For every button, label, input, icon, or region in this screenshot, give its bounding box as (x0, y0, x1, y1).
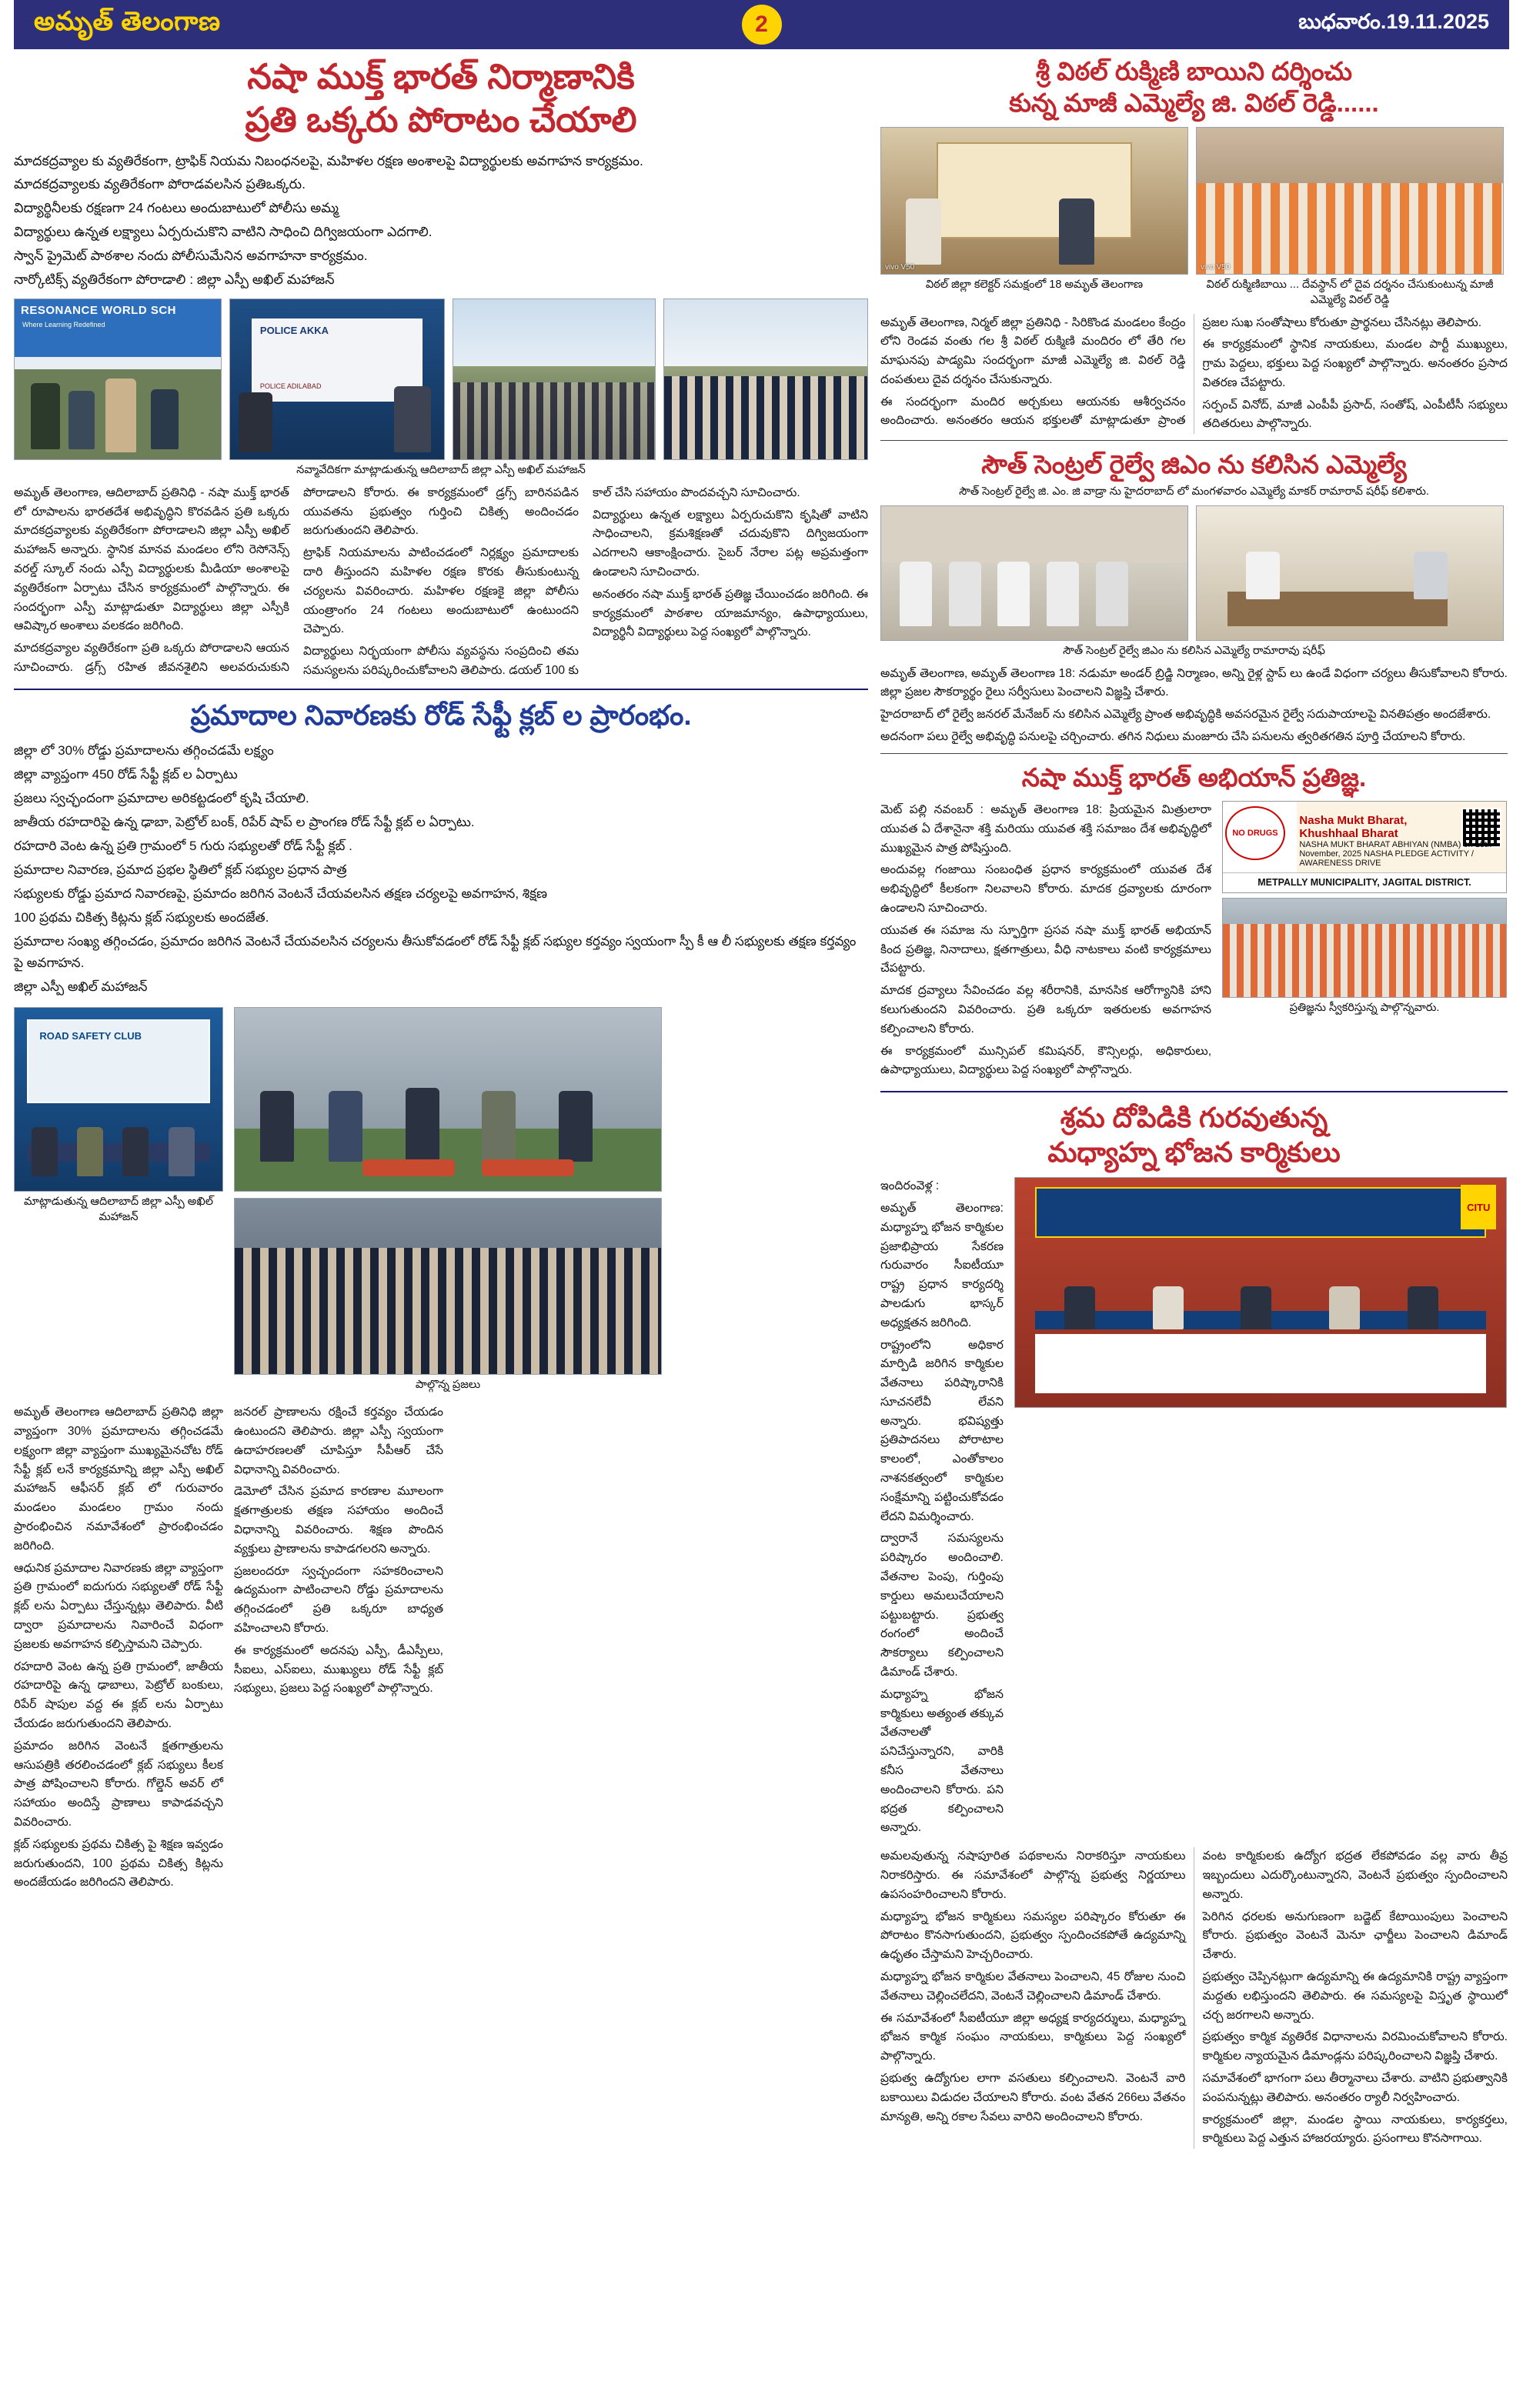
poster-subtext: NASHA MUKT BHARAT ABHIYAN (NMBA) on 18th November, 2025 NASHA PLEDGE ACTIVITY / AWARENESS DRIVE (1299, 839, 1492, 868)
photo-pledge-gathering (1222, 898, 1507, 998)
photo-school-banner: RESONANCE WORLD SCH Where Learning Redefined (14, 298, 222, 460)
lead-line: విద్యార్థినీలకు రక్షణగా 24 గంటలు అందుబాటులో పోలీసు అమ్మ (14, 200, 339, 216)
section-divider (880, 753, 1508, 754)
body-paragraph: ట్రాఫిక్ నియమాలను పాటించడంలో నిర్లక్ష్యం ప్రమాదాలకు దారి తీస్తుందని మహిళల రక్షణ కొరకు తీసుకుంటున్న చర్యలను వివరించారు. మహిళల రక్షణకై జిల్లా పోలీసు యంత్రాంగం 24 గంటలు అందుబాటులో ఉంటుందని చెప్పారు. (303, 546, 579, 636)
nasha-pledge-media (1222, 801, 1507, 1022)
photo-citu-meeting: CITU (1014, 1177, 1507, 1408)
photo-road-safety-club-launch: ROAD SAFETY CLUB (14, 1007, 223, 1192)
body-paragraph: ప్రభుత్వం చెప్పినట్లుగా ఉద్యమాన్ని ఈ ఉద్యమానికి రాష్ట్ర వ్యాప్తంగా మద్దతు లభిస్తుందని తెలిపారు. ఈ సమస్యలపై విస్తృత స్థాయిలో చర్చ జరగాలని అన్నారు. (1202, 1970, 1508, 2022)
article-vitthal (880, 55, 1508, 434)
page-number-badge: 2 (742, 5, 782, 45)
body-paragraph: హైదరాబాద్ లో రైల్వే జనరల్ మేనేజర్ ను కలిసిన ఎమ్మెల్యే ప్రాంత అభివృద్ధికి అవసరమైన రైల్వే సదుపాయాలపై వినతిపత్రం అందజేశారు. (880, 708, 1491, 722)
body-paragraph: ఈ కార్యక్రమంలో అదనపు ఎస్పీ, డీఎస్పీలు, సీఐలు, ఎస్ఐలు, ముఖ్యులు రోడ్ సేఫ్టీ క్లబ్ సభ్యులు, ప్రజలు పెద్ద సంఖ్యలో పాల్గొన్నారు. (234, 1643, 443, 1696)
body-paragraph: అమృత్ తెలంగాణ: మధ్యాహ్న భోజన కార్మికుల ప్రజాభిప్రాయ సేకరణ గురువారం సీఐటీయూ రాష్ట్ర ప్రధాన కార్యదర్శి పాలడుగు భాస్కర్ అధ్యక్షతన జరిగింది. (880, 1201, 1004, 1329)
bullet-item: 100 ప్రథమ చికిత్స కిట్లను క్లబ్ సభ్యులకు అందజేత. (14, 910, 269, 926)
body-paragraph: సర్పంచ్ వినోద్, మాజీ ఎంపీపీ ప్రసాద్, సంతోష్, ఎంపీటీసీ సభ్యులు తదితరులు పాల్గొన్నారు. (1202, 398, 1508, 431)
body-paragraph: రహదారి వెంట ఉన్న ప్రతి గ్రామంలో, జాతీయ రహదారిపై ఉన్న ఢాబాలు, పెట్రోల్ బంకులు, రిపేర్ షాపుల వద్ద ఈ క్లబ్ లను ఏర్పాటు చేయడం జరుగుతుందని తెలిపారు. (14, 1659, 223, 1730)
road-safety-body-mid (234, 1403, 443, 1702)
midday-photo-col (1014, 1177, 1507, 1408)
road-safety-body-left (14, 1403, 223, 1896)
left-column (14, 55, 868, 1896)
body-paragraph: మాదక ద్రవ్యాలు సేవించడం వల్ల శరీరానికి, మానసిక ఆరోగ్యానికి హాని కలుగుతుందని వివరించారు. ప్రతి ఒక్కరూ ఇతరులకు అవగాహన కల్పించాలని కోరారు. (880, 984, 1211, 1036)
bullet-item: జిల్లా వ్యాప్తంగా 450 రోడ్ సేఫ్టీ క్లబ్ ల ఏర్పాటు (14, 766, 238, 782)
photo-device-tag: vivo V50 (1201, 262, 1231, 272)
body-paragraph: ద్వారానే సమస్యలను పరిష్కారం అందించాలి. వేతనాల పెంపు, గుర్తింపు కార్డులు అమలుచేయాలని పట్టుబట్టారు. ప్రభుత్వ రంగంలో అందించే సౌకర్యాలు కల్పించాలని డిమాండ్ చేశారు. (880, 1532, 1004, 1679)
bullet-item: ప్రమాదాల నివారణ, ప్రమాద ప్రభల స్థితిలో క్లబ్ సభ్యుల ప్రధాన పాత్ర (14, 862, 347, 877)
page-columns (14, 55, 1509, 2149)
photo-caption-road-safety-left: మాట్లాడుతున్న ఆదిలాబాద్ జిల్లా ఎస్పీ అఖిల్ మహాజన్ (23, 1196, 214, 1224)
body-paragraph: మధ్యాహ్న భోజన కార్మికులు సమస్యల పరిష్కారం కోరుతూ ఈ పోరాటం కొనసాగుతుందని, ప్రభుత్వం స్పందించకపోతే ఉద్యమాన్ని ఉధృతం చేస్తామని హెచ్చరించారు. (880, 1909, 1186, 1962)
road-safety-photo-block (14, 1007, 868, 1399)
body-paragraph: మధ్యాహ్న భోజన కార్మికులు అత్యంత తక్కువ వేతనాలతో పనిచేస్తున్నారని, వారికి కనీస వేతనాలు అందించాలని కోరారు. పని భద్రత కల్పించాలని అన్నారు. (880, 1687, 1004, 1835)
nasha-pledge-body (880, 801, 1211, 1083)
body-paragraph: విద్యార్థులు ఉన్నత లక్ష్యాలు ఏర్పరుచుకొని కృషితో వాటిని సాధించాలని, క్రమశిక్షణతో చదువుకొని దిగ్విజయంగా ఎదగాలని ఆకాంక్షించారు. సైబర్ నేరాల పట్ల అప్రమత్తంగా ఉండాలని సూచించారు. (593, 508, 868, 579)
body-paragraph: జనరల్ ప్రాణాలను రక్షించే కర్తవ్యం చేయడం ఉంటుందని తెలిపారు. జిల్లా ఎస్పీ స్వయంగా ఉదాహరణలతో చూపిస్తూ సీపీఆర్ చేసే విధానాన్ని వివరించారు. (234, 1406, 443, 1476)
body-paragraph: డెమోలో చేసిన ప్రమాద కారణాల మూలంగా క్షతగాత్రులకు తక్షణ సహాయం అందించే విధానాన్ని వివరించారు. శిక్షణ పొందిన వ్యక్తులు ప్రాణాలను కాపాడగలరని అన్నారు. (234, 1485, 443, 1556)
article-nasha-pledge (880, 762, 1508, 1083)
article-railway (880, 449, 1508, 746)
photo-devotees-queue (1196, 127, 1504, 275)
masthead-brand: అమృత్ తెలంగాణ (34, 6, 221, 36)
nasha-pledge-headline: నషా ముక్త్ భారత్ అభియాన్ ప్రతిజ్ఞ. (1021, 762, 1367, 792)
body-paragraph: అదనంగా పలు రైల్వే అభివృద్ధి పనులపై చర్చించారు. తగిన నిధులు మంజూరు చేసి పనులను త్వరితగతిన పూర్తి చేయాలని కోరారు. (880, 729, 1466, 743)
vitthal-headline-2: కున్న మాజీ ఎమ్మెల్యే జి. విఠల్ రెడ్డి...... (1009, 88, 1379, 118)
headline-line-1: నషా ముక్త్ భారత్ నిర్మాణానికి (247, 57, 635, 96)
lead-line: నార్కోటిక్స్ వ్యతిరేకంగా పోరాడాలి : జిల్లా ఎస్పీ అఖిల్ మహాజన్ (14, 271, 335, 287)
article-midday-meal-workers (880, 1100, 1508, 2149)
masthead (14, 0, 1509, 49)
right-column (880, 55, 1508, 2149)
vitthal-photo-row (880, 127, 1508, 275)
bullet-item: రహదారి వెంట ఉన్న ప్రతి గ్రామంలో 5 గురు సభ్యులతో రోడ్ సేఫ్టీ క్లబ్ . (14, 838, 352, 853)
subhead: ఇందిరంవెళ్ల : (880, 1179, 940, 1193)
midday-top-block (880, 1177, 1508, 1841)
lead-line: విద్యార్థులు ఉన్నత లక్ష్యాలు ఏర్పరుచుకొని వాటిని సాధించి దిగ్విజయంగా ఎదగాలి. (14, 224, 433, 240)
body-paragraph: ప్రభుత్వం కార్మిక వ్యతిరేక విధానాలను విరమించుకోవాలని కోరారు. కార్మికుల న్యాయమైన డిమాండ్లను పరిష్కరించాలని విజ్ఞప్తి చేశారు. (1202, 2030, 1508, 2063)
vitthal-body (880, 314, 1508, 435)
road-safety-headline: ప్రమాదాల నివారణకు రోడ్ సేఫ్టీ క్లబ్ ల ప్రారంభం. (190, 699, 692, 731)
body-paragraph: మెట్ పల్లి నవంబర్ : అమృత్ తెలంగాణ 18: ప్రియమైన మిత్రులారా యువత ఏ దేశానైనా శక్తి మరియు యువత శక్తి సమాజం దేశ అభివృద్ధిలో ముఖ్యమైన పాత్ర పోషిస్తుంది. (880, 802, 1211, 855)
article-road-safety (14, 698, 868, 1896)
body-paragraph: విద్యార్థులు నిర్భయంగా పోలీసు వ్యవస్థను సంప్రదించి తమ సమస్యలను పరిష్కరించుకోవాలని తెలిపారు. డయల్ 100 కు కాల్ చేసి సహాయం పొందవచ్చని సూచించారు. (303, 485, 800, 677)
masthead-date: బుధవారం.19.11.2025 (1298, 10, 1489, 33)
body-paragraph: మాదకద్రవ్యాల వ్యతిరేకంగా ప్రతి ఒక్కరు పోరాడాలని ఆయన సూచించారు. డ్రగ్స్ రహిత జీవనశైలిని అలవరుచుకుని పోరాడాలని కోరారు. ఈ కార్యక్రమంలో డ్రగ్స్ బారినపడిన యువతను ప్రభుత్వం గుర్తించి చికిత్స అందించడం జరుగుతుందని తెలిపారు. (14, 485, 579, 674)
body-paragraph: ప్రమాదం జరిగిన వెంటనే క్షతగాత్రులను ఆసుపత్రికి తరలించడంలో క్లబ్ సభ్యులు కీలక పాత్ర పోషించాలని కోరారు. గోల్డెన్ అవర్ లో సహాయం అందిస్తే ప్రాణాలు కాపాడవచ్చని వివరించారు. (14, 1739, 223, 1829)
bullet-item: జిల్లా లో 30% రోడ్డు ప్రమాదాలను తగ్గించడమే లక్ష్యం (14, 742, 274, 758)
section-divider (880, 1091, 1508, 1092)
section-divider (880, 440, 1508, 441)
photo-assembly-ground (453, 298, 656, 460)
lead-line: మాదకద్రవ్యాలకు వ్యతిరేకంగా పోరాడవలసిన ప్రతిఒక్కరు. (14, 176, 306, 192)
lead-line: మాదకద్రవ్యాల కు వ్యతిరేకంగా, ట్రాఫిక్ నియమ నిబంధనలపై, మహిళల రక్షణ అంశాలపై విద్యార్థులకు అవగాహన కార్యక్రమం. (14, 152, 643, 168)
road-safety-body-block (14, 1403, 868, 1896)
lead-line: స్వాన్ ప్రైమెట్ పాఠశాల నందు పోలీసుమేనిన అవగాహనా కార్యక్రమం. (14, 248, 368, 263)
headline-line-2: ప్రతి ఒక్కరు పోరాటం చేయాలి (245, 100, 637, 140)
body-paragraph: ప్రభుత్వ ఉద్యోగుల లాగా వసతులు కల్పించాలని. వెంటనే వారి బకాయిలు విడుదల చేయాలని కోరారు. వంట వేతన 266లు వేతనం మాన్యతి, అన్ని రకాల సేవలు వారిని అందించాలని కోరారు. (880, 2071, 1186, 2123)
body-paragraph: ఆధునిక ప్రమాదాల నివారణకు జిల్లా వ్యాప్తంగా ప్రతి గ్రామంలో ఐదుగురు సభ్యులతో రోడ్ సేఫ్టీ క్లబ్ లను ఏర్పాటు చేస్తున్నట్లు తెలిపారు. వీటి ద్వారా ప్రమాదాలను నివారించే విధంగా ప్రజలకు అవగాహన కల్పిస్తామని చెప్పారు. (14, 1561, 223, 1651)
body-paragraph: సమావేశంలో భాగంగా పలు తీర్మానాలు చేశారు. వాటిని ప్రభుత్వానికి పంపనున్నట్లు తెలిపారు. అనంతరం ర్యాలీ నిర్వహించారు. (1202, 2071, 1508, 2104)
railway-body (880, 665, 1508, 747)
railway-headline: సౌత్ సెంట్రల్ రైల్వే జిఎం ను కలిసిన ఎమ్మెల్యే (981, 450, 1407, 479)
vitthal-caption-right: విఠల్ రుక్మిణిబాయి ... దేవస్థాన్ లో దైవ దర్శనం చేసుకుంటున్న మాజీ ఎమ్మెల్యే విఠల్ రెడ్డి (1206, 278, 1494, 306)
photo-students-row (663, 298, 868, 460)
bullet-item: జిల్లా ఎస్పీ అఖిల్ మహాజన్ (14, 979, 148, 995)
midday-body-left (880, 1177, 1004, 1841)
railway-caption-bottom: సౌత్ సెంట్రల్ రైల్వే జిఎం ను కలిసిన ఎమ్మెల్యే రామారావు షరీఫ్ (1063, 644, 1325, 657)
photo-caption-pledge: ప్రతిజ్ఞను స్వీకరిస్తున్న పాల్గొన్నవారు. (1289, 1001, 1440, 1014)
road-safety-bullets (14, 740, 868, 999)
bullet-item: జాతీయ రహదారిపై ఉన్న ఢాబా, పెట్రోల్ బంక్, రిపేర్ షాప్ ల ప్రాంగణ రోడ్ సేఫ్టీ క్లబ్ ల ఏర్పాటు. (14, 814, 475, 829)
midday-headline-2: మధ్యాహ్న భోజన కార్మికులు (1047, 1136, 1341, 1169)
photo-police-akka-poster: POLICE AKKA POLICE ADILABAD (229, 298, 445, 460)
photo-office-meeting (1196, 505, 1504, 641)
poster-title-line1: Nasha Mukt Bharat, (1299, 814, 1408, 828)
body-paragraph: క్లబ్ సభ్యులకు ప్రథమ చికిత్స పై శిక్షణ ఇవ్వడం జరుగుతుందని, 100 ప్రథమ చికిత్స కిట్లను అందజేయడం జరిగిందని తెలిపారు. (14, 1837, 223, 1889)
body-paragraph: అమృత్ తెలంగాణ, అమృత్ తెలంగాణ 18: నడుమా అండర్ బ్రిడ్జి నిర్మాణం, అన్ని రైళ్ల స్టాప్ లు ఉండే విధంగా చర్యలు తీసుకోవాలని కోరారు. జిల్లా ప్రజల సౌకర్యార్థం రైలు సర్వీసులు పెంచాలని విజ్ఞప్తి చేశారు. (880, 666, 1508, 699)
nasha-pledge-block (880, 801, 1508, 1083)
article-nasha-mukt-bharat (14, 55, 868, 681)
bullet-item: ప్రమాదాల సంఖ్య తగ్గించడం, ప్రమాదం జరిగిన వెంటనే చేయవలసిన చర్యలను తీసుకోవడంలో రోడ్ సేఫ్టీ క్లబ్ సభ్యుల కర్తవ్యం స్వయంగా స్పీ కీ ఆ లీ సభ్యులకు తక్షణ కర్తవ్యం పై అవగాహన. (14, 934, 857, 971)
body-paragraph: ప్రజలందరూ స్వచ్ఛందంగా సహకరించాలని ఉద్యమంగా పాటించాలని రోడ్డు ప్రమాదాలను తగ్గించడంలో ప్రతి ఒక్కరూ బాధ్యత వహించాలని కోరారు. (234, 1564, 443, 1635)
bullet-item: సభ్యులకు రోడ్డు ప్రమాద నివారణపై, ప్రమాదం జరిగిన వెంటనే చేయవలసిన తక్షణ చర్యలపై అవగాహన, శిక్షణ (14, 886, 548, 901)
body-paragraph: ఈ కార్యక్రమంలో స్థానిక నాయకులు, మండల పార్టీ ముఖ్యులు, గ్రామ పెద్దలు, భక్తులు పెద్ద సంఖ్యలో పాల్గొన్నారు. అనంతరం ప్రసాద వితరణ చేపట్టారు. (1202, 338, 1508, 389)
road-safety-left-photo-col (14, 1007, 223, 1231)
body-paragraph: అమృత్ తెలంగాణ ఆదిలాబాద్ ప్రతినిధి జిల్లా వ్యాప్తంగా 30% ప్రమాదాలను తగ్గించడమే లక్ష్యంగా జిల్లా వ్యాప్తంగా ముఖ్యమైనచోట రోడ్ సేఫ్టీ క్లబ్ లనే కార్యక్రమాన్ని జిల్లా ఎస్పీ అఖిల్ మహాజన్ ఆఫీసర్ క్లబ్ లో గురువారం మండలం మండలం గ్రామం నందు ప్రారంభించిన నమావేశంలో ప్రారంభించడం జరిగింది. (14, 1406, 223, 1553)
photo-cpr-demo (234, 1007, 662, 1192)
article-main-body (14, 484, 868, 681)
body-paragraph: అనంతరం నషా ముక్త్ భారత్ ప్రతిజ్ఞ చేయించడం జరిగింది. ఈ కార్యక్రమంలో పాఠశాల యాజమాన్యం, ఉపాధ్యాయులు, విద్యార్థినీ విద్యార్థులు పెద్ద సంఖ్యలో పాల్గొన్నారు. (593, 587, 868, 639)
body-paragraph: కార్యక్రమంలో జిల్లా, మండల స్థాయి నాయకులు, కార్యకర్తలు, కార్మికులు పెద్ద ఎత్తున హాజరయ్యారు. ప్రసంగాలు కొనసాగాయి. (1202, 2113, 1508, 2146)
photo-caption-road-safety-mid: పాల్గొన్న ప్రజలు (415, 1379, 481, 1392)
body-paragraph: పెరిగిన ధరలకు అనుగుణంగా బడ్జెట్ కేటాయింపులు పెంచాలని కోరారు. ప్రభుత్వం వెంటనే మెనూ ఛార్జీలు పెంచాలని డిమాండ్ చేశారు. (1202, 1909, 1508, 1962)
body-paragraph: ఈ సందర్భంగా మందిర అర్చకులు ఆయనకు ఆశీర్వచనం అందించారు. అనంతరం ఆయన భక్తులతో మాట్లాడుతూ ప్రాంత ప్రజల సుఖ సంతోషాలు కోరుతూ ప్రార్థనలు చేసినట్లు తెలిపారు. (880, 315, 1482, 428)
poster-title-line2: Khushhaal Bharat (1299, 827, 1398, 841)
midday-body-continued (880, 1847, 1508, 2149)
midday-headline-1: శ్రమ దోపిడికి గురవుతున్న (1060, 1102, 1328, 1134)
photo-group-meeting (880, 505, 1188, 641)
poster-strip: METPALLY MUNICIPALITY, JAGITAL DISTRICT. (1223, 872, 1506, 892)
body-paragraph: ఈ సమావేశంలో సీఐటీయూ జిల్లా అధ్యక్ష కార్యదర్శులు, మధ్యాహ్న భోజన కార్మిక సంఘం నాయకులు, కార్మికులు పెద్ద సంఖ్యలో పాల్గొన్నారు. (880, 2011, 1186, 2063)
no-drugs-icon: NO DRUGS (1225, 806, 1285, 860)
photo-temple-darshan (880, 127, 1188, 275)
body-paragraph: అమృత్ తెలంగాణ, నిర్మల్ జిల్లా ప్రతినిధి - సిరికొండ మండలం కేంద్రం లోని రెండవ వంతు గల శ్రీ విఠల్ రుక్మిణి మందిరం లో తేరి గల మాఘనపు పాడ్యమి సందర్భంగా మాజీ ఎమ్మెల్యే జి. విఠల్ రెడ్డి దంపతులు దైవ దర్శనం చేసుకున్నారు. (880, 315, 1186, 386)
body-paragraph: ఈ కార్యక్రమంలో మున్సిపల్ కమిషనర్, కౌన్సిలర్లు, అధికారులు, ఉపాధ్యాయులు, విద్యార్థులు పెద్ద సంఖ్యలో పాల్గొన్నారు. (880, 1044, 1211, 1077)
body-paragraph: అమృత్ తెలంగాణ, ఆదిలాబాద్ ప్రతినిధి - నషా ముక్త్ భారత్ లో రూపాలను భారతదేశ అభివృద్ధిని కొరవడిన ప్రతి ఒక్కరు మాదకద్రవ్యాలకు వ్యతిరేకంగా పోరాడాలని జిల్లా ఎస్పీ అఖిల్ మహాజన్ అన్నారు. స్థానిక మానవ మండలం లోని రెసోనెన్స్ వరల్డ్ స్కూల్ నందు ఎస్పీ విద్యార్థులకు మీడియా అంశాలపై వ్యతిరేకంగా ఏర్పాటు చేసిన కార్యక్రమంలో పాల్గొన్నారు. ఈ సందర్భంగా ఎస్పీ మాట్లాడుతూ విద్యార్థులు జిల్లా ఎస్పీకి ఆవిష్కార అంశాలు వలకడం జరిగింది. (14, 485, 289, 633)
body-paragraph: యువత ఈ సమాజ ను స్ఫూర్తిగా ప్రసవ నషా ముక్త్ భారత్ అభియాన్ కింద ప్రతిజ్ఞ, నినాదాలు, క్షతగాత్రులు, వీధి నాటకాలు వంటి కార్యక్రమాలు చేపట్టారు. (880, 923, 1211, 976)
vitthal-caption-left: విఠల్ జిల్లా కలెక్టర్ సమక్షంలో 18 అమృత్ తెలంగాణ (925, 278, 1144, 291)
road-safety-right-photo-col (234, 1007, 662, 1399)
section-divider (14, 689, 868, 690)
railway-caption-top: సౌత్ సెంట్రల్ రైల్వే జి. ఎం. జి వాడ్రా ను హైదరాబాద్ లో మంగళవారం ఎమ్మెల్యే మాకర్ రామారావ్ షరీఫ్ కలిశారు. (959, 485, 1429, 498)
article-lead (14, 150, 868, 291)
railway-photo-row (880, 505, 1508, 641)
body-paragraph: అమలవుతున్న నషాపూరిత పథకాలను నిరాకరిస్తూ నాయకులు నిరాకరిస్తారు. ఈ సమావేశంలో పాల్గొన్న ప్రభుత్వ నిర్ణయాలు ఉపసంహరించాలని కోరారు. (880, 1849, 1186, 1901)
photo-device-tag: vivo V50 (885, 262, 915, 272)
photo-audience (234, 1198, 662, 1375)
photo-strip-main (14, 298, 868, 460)
body-paragraph: రాష్ట్రంలోని అధికార మార్పిడి జరిగిన కార్మికుల వేతనాలు పరిష్కారానికి సూచనలేవీ లేవని అన్నారు. భవిష్యత్తు ప్రతిపాదనలు పోరాటాల కాలంలో, ఎంతోకాలం నాశనకత్వంలో కార్మికుల సంక్షేమాన్ని పట్టించుకోవడం లేదని విమర్శించారు. (880, 1338, 1004, 1523)
vitthal-headline-1: శ్రీ విఠల్ రుక్మిణి బాయిని దర్శించు (1035, 57, 1353, 85)
bullet-item: ప్రజలు స్వచ్ఛందంగా ప్రమాదాల అరికట్టడంలో కృషి చేయాలి. (14, 790, 309, 805)
poster-title (1299, 814, 1407, 840)
body-paragraph: వంట కార్మికులకు ఉద్యోగ భద్రత లేకపోవడం వల్ల వారు తీవ్ర ఇబ్బందులు ఎదుర్కొంటున్నారని, వెంటనే ప్రభుత్వం స్పందించాలని అన్నారు. (1202, 1849, 1508, 1901)
poster-nasha-mukt-bharat (1222, 801, 1507, 893)
body-paragraph: మధ్యాహ్న భోజన కార్మికుల వేతనాలు పెంచాలని, 45 రోజుల నుంచి వేతనాలు చెల్లించలేదని, వెంటనే చెల్లించాలని డిమాండ్ చేశారు. (880, 1970, 1186, 2003)
photo-caption-main: నవ్మావేదికగా మాట్లాడుతున్న ఆదిలాబాద్ జిల్లా ఎస్పీ అఖిల్ మహాజన్ (296, 463, 586, 476)
body-paragraph: అందువల్ల గంజాయి సంబంధిత ప్రధాన కార్యక్రమంలో యువత దేశ అభివృద్ధిలో కీలకంగా నిలవాలని కోరారు. మాదక ద్రవ్యాలకు దూరంగా ఉండాలని సూచించారు. (880, 863, 1211, 915)
